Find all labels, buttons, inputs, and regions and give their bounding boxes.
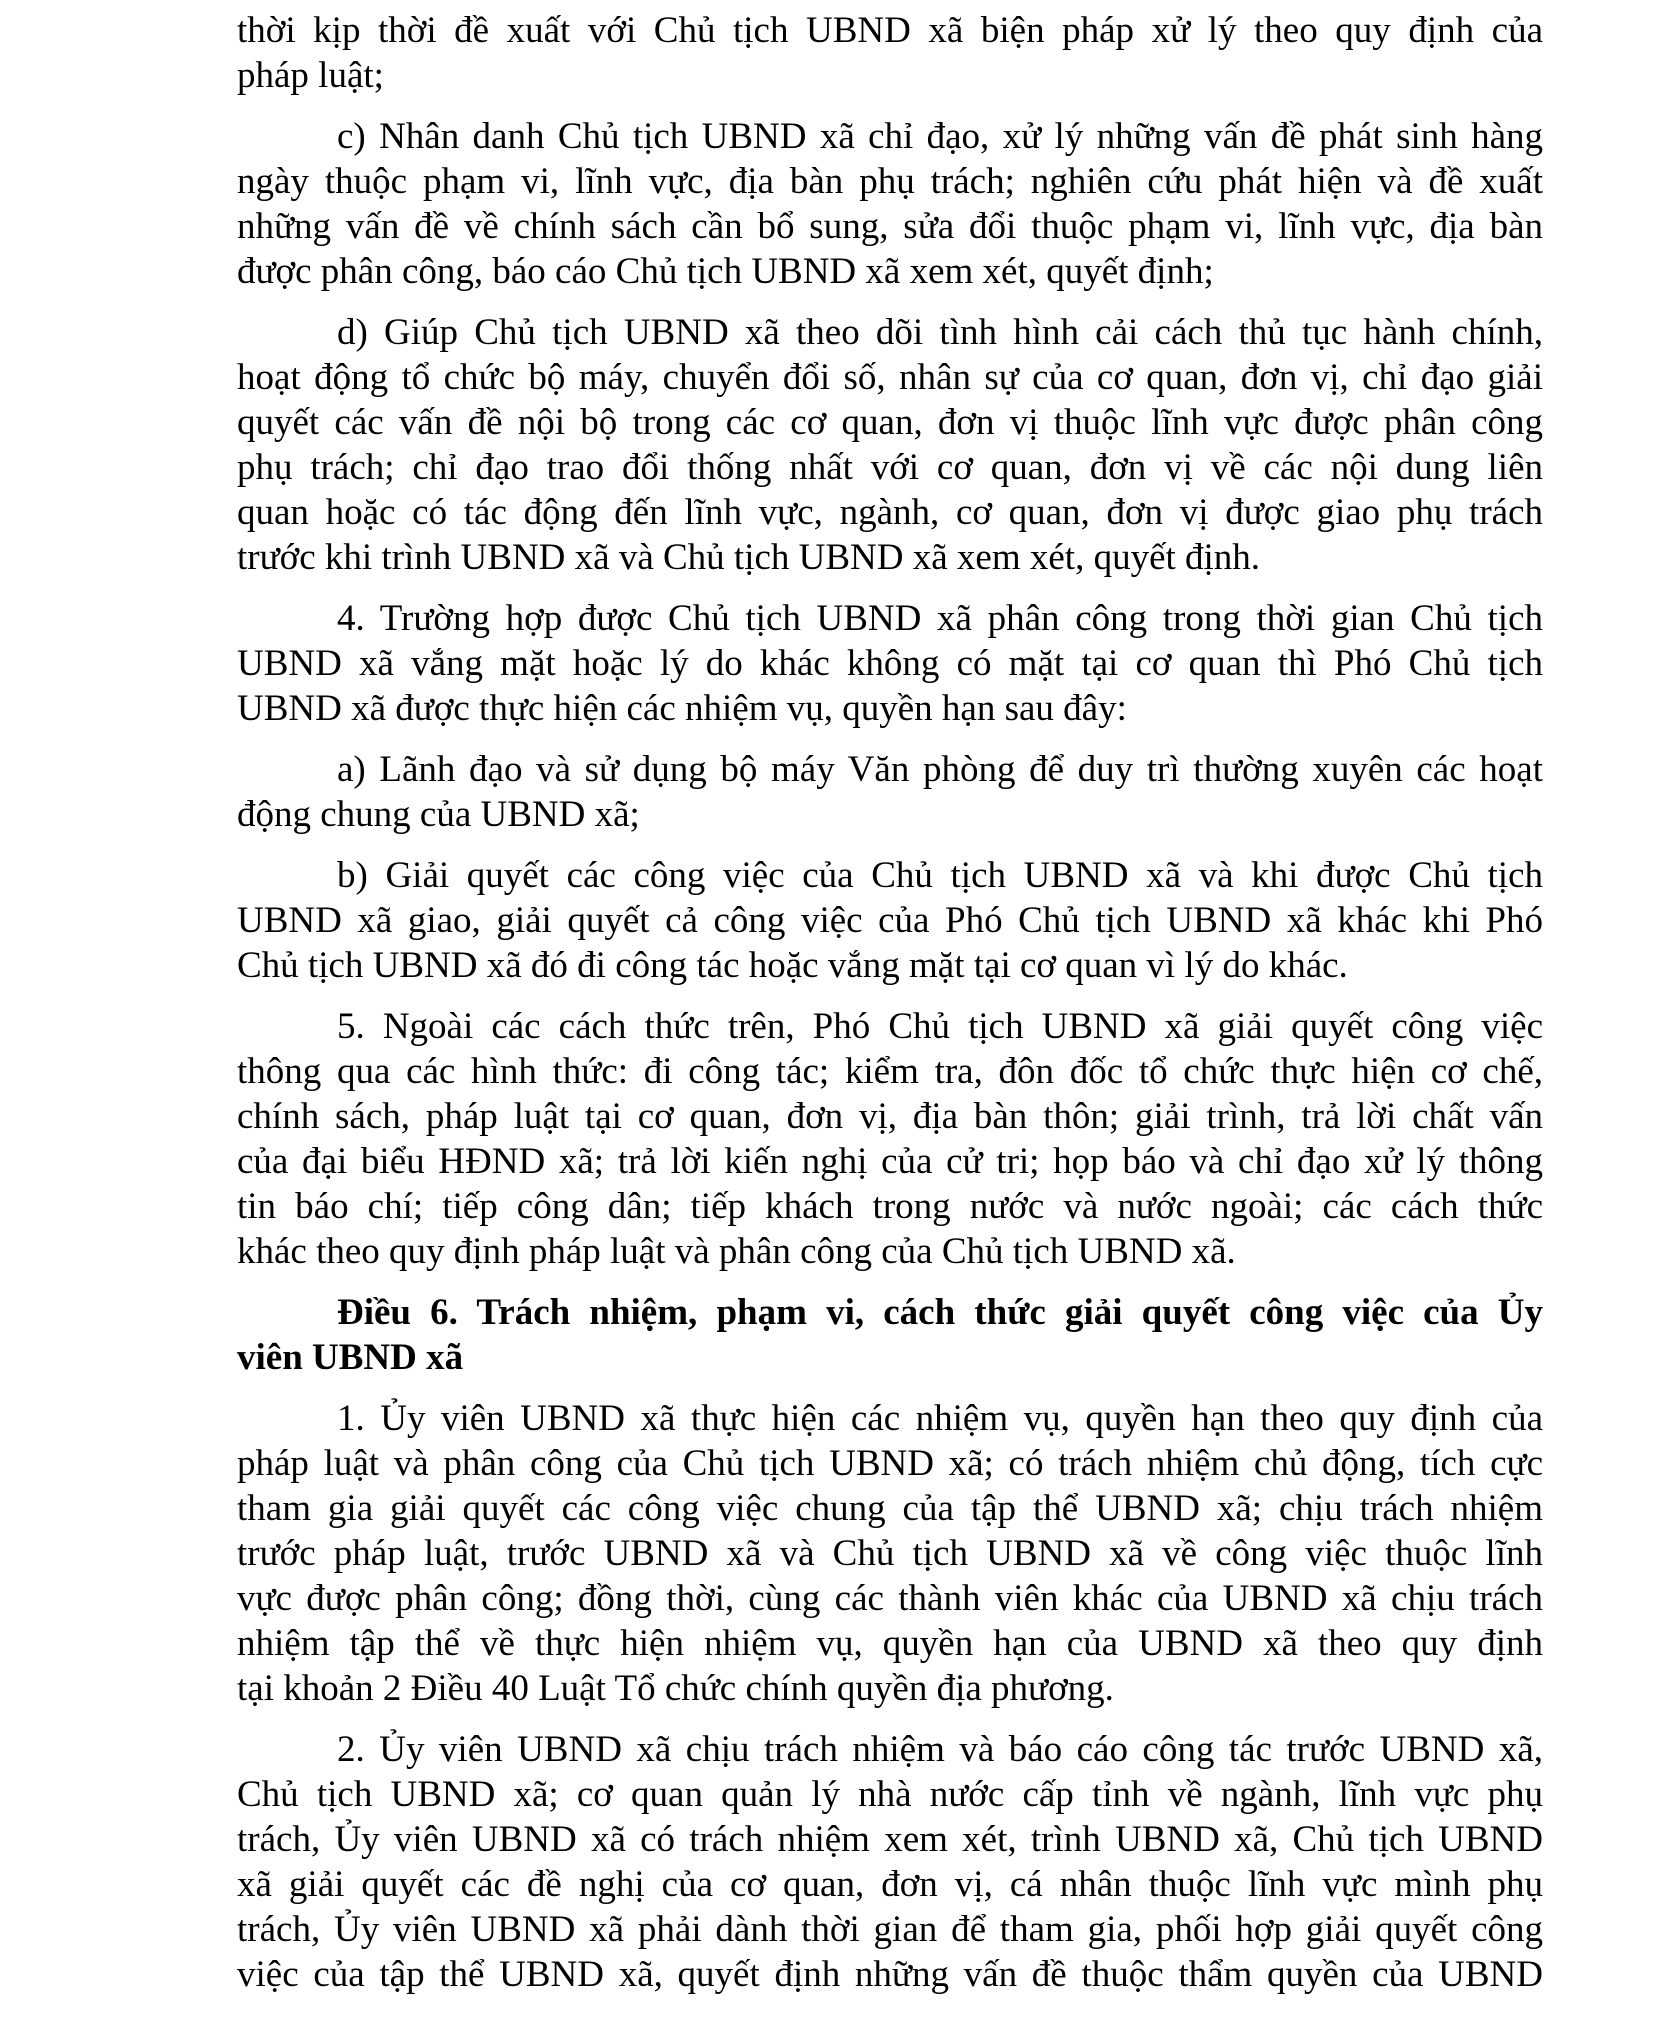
text-line: Chủ tịch UBND xã đó đi công tác hoặc vắng mặt tại cơ quan vì lý do khác. (237, 945, 1348, 986)
text-line: xã giải quyết các đề nghị của cơ quan, đơn vị, cá nhân thuộc lĩnh vực mình phụ (237, 1864, 1543, 1905)
text-line: 1. Ủy viên UBND xã thực hiện các nhiệm vụ, quyền hạn theo quy định của (337, 1398, 1543, 1439)
paragraph (237, 310, 1543, 580)
text-line: trách, Ủy viên UBND xã có trách nhiệm xem xét, trình UBND xã, Chủ tịch UBND (237, 1819, 1543, 1860)
paragraph (237, 1004, 1543, 1274)
text-line: những vấn đề về chính sách cần bổ sung, sửa đổi thuộc phạm vi, lĩnh vực, địa bàn (237, 206, 1543, 247)
paragraph (237, 1727, 1543, 1997)
paragraph (237, 747, 1543, 837)
text-line: phụ trách; chỉ đạo trao đổi thống nhất với cơ quan, đơn vị về các nội dung liên (237, 447, 1543, 488)
text-line: viên UBND xã (237, 1337, 464, 1378)
paragraph (237, 8, 1543, 98)
text-line: UBND xã vắng mặt hoặc lý do khác không có mặt tại cơ quan thì Phó Chủ tịch (237, 643, 1543, 684)
text-line: tin báo chí; tiếp công dân; tiếp khách trong nước và nước ngoài; các cách thức (237, 1186, 1543, 1227)
text-line: quan hoặc có tác động đến lĩnh vực, ngành, cơ quan, đơn vị được giao phụ trách (237, 492, 1543, 533)
text-line: 4. Trường hợp được Chủ tịch UBND xã phân công trong thời gian Chủ tịch (337, 598, 1543, 639)
paragraph (237, 853, 1543, 988)
text-line: 2. Ủy viên UBND xã chịu trách nhiệm và báo cáo công tác trước UBND xã, (337, 1729, 1543, 1770)
text-line: Chủ tịch UBND xã; cơ quan quản lý nhà nước cấp tỉnh về ngành, lĩnh vực phụ (237, 1774, 1543, 1815)
paragraph (237, 1396, 1543, 1711)
text-line: động chung của UBND xã; (237, 794, 640, 835)
paragraph (237, 114, 1543, 294)
section-heading (237, 1290, 1543, 1380)
text-line: tham gia giải quyết các công việc chung của tập thể UBND xã; chịu trách nhiệm (237, 1488, 1543, 1529)
text-line: UBND xã giao, giải quyết cả công việc của Phó Chủ tịch UBND xã khác khi Phó (237, 900, 1543, 941)
text-line: trước khi trình UBND xã và Chủ tịch UBND xã xem xét, quyết định. (237, 537, 1261, 578)
text-line: pháp luật; (237, 55, 384, 96)
text-line: Điều 6. Trách nhiệm, phạm vi, cách thức giải quyết công việc của Ủy (337, 1292, 1543, 1333)
document-page (237, 8, 1543, 2013)
text-line: thời kịp thời đề xuất với Chủ tịch UBND xã biện pháp xử lý theo quy định của (237, 10, 1543, 51)
text-line: vực được phân công; đồng thời, cùng các thành viên khác của UBND xã chịu trách (237, 1578, 1543, 1619)
text-line: khác theo quy định pháp luật và phân công của Chủ tịch UBND xã. (237, 1231, 1236, 1272)
text-line: quyết các vấn đề nội bộ trong các cơ quan, đơn vị thuộc lĩnh vực được phân công (237, 402, 1543, 443)
text-line: ngày thuộc phạm vi, lĩnh vực, địa bàn phụ trách; nghiên cứu phát hiện và đề xuất (237, 161, 1543, 202)
text-line: của đại biểu HĐND xã; trả lời kiến nghị của cử tri; họp báo và chỉ đạo xử lý thông (237, 1141, 1543, 1182)
text-line: UBND xã được thực hiện các nhiệm vụ, quyền hạn sau đây: (237, 688, 1127, 729)
paragraph (237, 596, 1543, 731)
text-line: thông qua các hình thức: đi công tác; kiểm tra, đôn đốc tổ chức thực hiện cơ chế, (237, 1051, 1543, 1092)
text-line: việc của tập thể UBND xã, quyết định những vấn đề thuộc thẩm quyền của UBND (237, 1954, 1543, 1995)
text-line: chính sách, pháp luật tại cơ quan, đơn vị, địa bàn thôn; giải trình, trả lời chất vấn (237, 1096, 1543, 1137)
text-line: a) Lãnh đạo và sử dụng bộ máy Văn phòng để duy trì thường xuyên các hoạt (337, 749, 1543, 790)
text-line: pháp luật và phân công của Chủ tịch UBND xã; có trách nhiệm chủ động, tích cực (237, 1443, 1543, 1484)
text-line: hoạt động tổ chức bộ máy, chuyển đổi số, nhân sự của cơ quan, đơn vị, chỉ đạo giải (237, 357, 1543, 398)
text-line: c) Nhân danh Chủ tịch UBND xã chỉ đạo, xử lý những vấn đề phát sinh hàng (337, 116, 1543, 157)
text-line: được phân công, báo cáo Chủ tịch UBND xã xem xét, quyết định; (237, 251, 1214, 292)
text-line: nhiệm tập thể về thực hiện nhiệm vụ, quyền hạn của UBND xã theo quy định (237, 1623, 1543, 1664)
text-line: d) Giúp Chủ tịch UBND xã theo dõi tình hình cải cách thủ tục hành chính, (337, 312, 1543, 353)
text-line: b) Giải quyết các công việc của Chủ tịch UBND xã và khi được Chủ tịch (337, 855, 1543, 896)
text-line: trách, Ủy viên UBND xã phải dành thời gian để tham gia, phối hợp giải quyết công (237, 1909, 1543, 1950)
text-line: tại khoản 2 Điều 40 Luật Tổ chức chính quyền địa phương. (237, 1668, 1114, 1709)
text-line: trước pháp luật, trước UBND xã và Chủ tịch UBND xã về công việc thuộc lĩnh (237, 1533, 1543, 1574)
text-line: 5. Ngoài các cách thức trên, Phó Chủ tịch UBND xã giải quyết công việc (337, 1006, 1543, 1047)
